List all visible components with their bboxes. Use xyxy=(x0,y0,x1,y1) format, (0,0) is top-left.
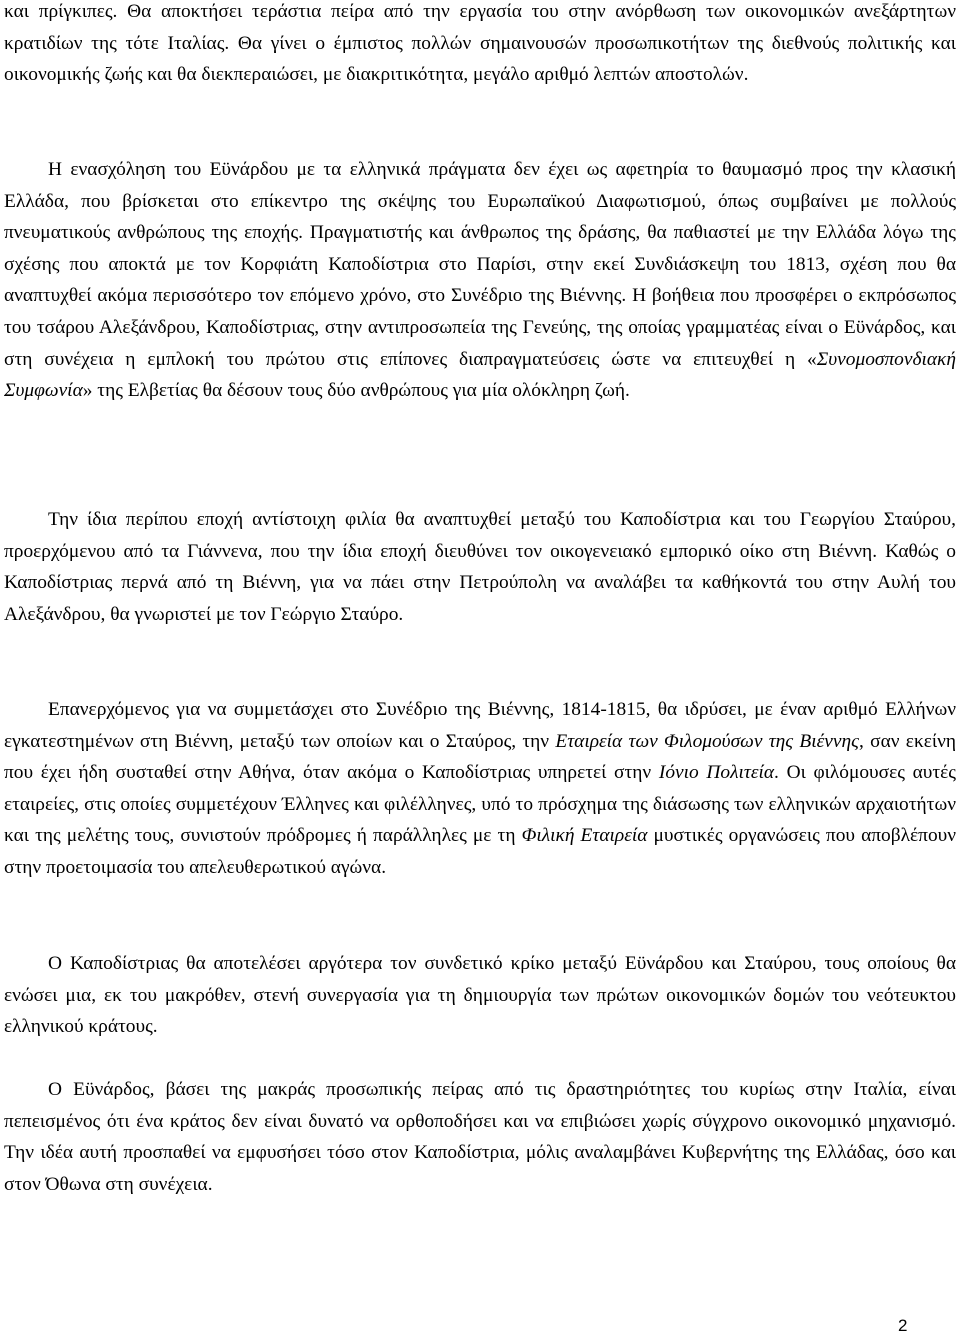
paragraph-4-italic-society: Εταιρεία των Φιλομούσων της Βιέννης xyxy=(555,730,860,752)
paragraph-4-italic-filiki-etaireia: Φιλική Εταιρεία xyxy=(521,825,648,847)
page-number: 2 xyxy=(898,1316,908,1335)
paragraph-4-text-a: Επανερχόμενος για να συμμετάσχει στο Συνέδριο της Βιέννης, 1814-1815, θα ιδρύσει, με έναν αριθμό Ελλήνων εγκατεστημένων στη Βιέννη, μεταξύ των οποίων και ο Σταύρος, την xyxy=(4,699,956,752)
paragraph-2-text-a: Η ενασχόληση του Εϋνάρδου με τα ελληνικά πράγματα δεν έχει ως αφετηρία το θαυμασμό προς την κλασική Ελλάδα, που βρίσκεται στο επίκεντρο της σκέψης του Ευρωπαϊκού Διαφωτισμού, όπως συμβαίνει με πολλούς πνευματικούς ανθρώπους της εποχής. Πραγματιστής και άνθρωπος της δράσης, θα παθιαστεί με την Ελλάδα λόγω της σχέσης που αποκτά με τον Κορφιάτη Καποδίστρια στο Παρίσι, στην εκεί Συνδιάσκεψη του 1813, σχέση που θα αναπτυχθεί ακόμα περισσότερο τον επόμενο χρόνο, στο Συνέδριο της Βιέννης. Η βοήθεια που προσφέρει ο εκπρόσωπος του τσάρου Αλεξάνδρου, Καποδίστριας, στην αντιπροσωπεία της Γενεύης, της οποίας γραμματέας είναι ο Εϋνάρδος, και στη συνέχεια η εμπλοκή του πρώτου στις επίπονες διαπραγματεύσεις ώστε να επιτευχθεί η « xyxy=(4,159,956,370)
paragraph-1-text: και πρίγκιπες. Θα αποκτήσει τεράστια πείρα από την εργασία του στην ανόρθωση των οικονομικών ανεξάρτητων κρατιδίων της τότε Ιταλίας. Θα γίνει ο έμπιστος πολλών σημαινουσών προσωπικοτήτων της διεθνούς πολιτικής και οικονομικής ζωής και θα διεκπεραιώσει, με διακριτικότητα, μεγάλο αριθμό λεπτών αποστολών. xyxy=(4,1,956,86)
paragraph-4-italic-ionian-state: Ιόνιο Πολιτεία xyxy=(658,762,775,784)
paragraph-2-text-b: » της Ελβετίας θα δέσουν τους δύο ανθρώπους για μία ολόκληρη ζωή. xyxy=(82,380,630,402)
paragraph-5 xyxy=(4,948,956,1043)
paragraph-1 xyxy=(4,0,956,91)
paragraph-2 xyxy=(4,154,956,407)
paragraph-5-text: Ο Καποδίστριας θα αποτελέσει αργότερα τον συνδετικό κρίκο μεταξύ Εϋνάρδου και Σταύρου, τους οποίους θα ενώσει μια, εκ του μακρόθεν, στενή συνεργασία για τη δημιουργία των πρώτων οικονομικών δομών του νεότευκτου ελληνικού κράτους. xyxy=(4,953,956,1038)
paragraph-4-text-b: , σαν εκείνη που έχει ήδη συσταθεί στην Αθήνα, όταν ακόμα ο Καποδίστριας υπηρετεί στην xyxy=(4,730,956,784)
paragraph-6 xyxy=(4,1074,956,1200)
paragraph-3-text: Την ίδια περίπου εποχή αντίστοιχη φιλία θα αναπτυχθεί μεταξύ του Καποδίστρια και του Γεωργίου Σταύρου, προερχόμενου από τα Γιάννενα, που την ίδια εποχή διευθύνει τον οικογενειακό εμπορικό οίκο στη Βιέννη. Καθώς ο Καποδίστριας περνά από τη Βιέννη, για να πάει στην Πετρούπολη να αναλάβει τα καθήκοντά του στην Αυλή του Αλεξάνδρου, θα γνωριστεί με τον Γεώργιο Σταύρο. xyxy=(4,509,956,625)
paragraph-6-text: Ο Εϋνάρδος, βάσει της μακράς προσωπικής πείρας από τις δραστηριότητες του κυρίως στην Ιταλία, είναι πεπεισμένος ότι ένα κράτος δεν είναι δυνατό να ορθοποδήσει και να επιβιώσει χωρίς σύγχρονο οικονομικό μηχανισμό. Την ιδέα αυτή προσπαθεί να εμφυσήσει τόσο στον Καποδίστρια, μόλις αναλαμβάνει Κυβερνήτης της Ελλάδας, όσο και στον Όθωνα στη συνέχεια. xyxy=(4,1079,956,1195)
paragraph-2-italic-confederation: Συνομοσπονδιακή Συμφωνία xyxy=(4,348,956,402)
paragraph-4 xyxy=(4,694,956,884)
paragraph-4-text-c: . Οι φιλόμουσες αυτές εταιρείες, στις οποίες συμμετέχουν Έλληνες και φιλέλληνες, υπό το πρόσχημα της διάσωσης των ελληνικών αρχαιοτήτων και της μελέτης τους, συνιστούν πρόδρομες ή παράλληλες με τη xyxy=(4,762,956,847)
paragraph-4-text-d: μυστικές οργανώσεις που αποβλέπουν στην προετοιμασία του απελευθερωτικού αγώνα. xyxy=(4,825,957,878)
paragraph-3 xyxy=(4,504,956,630)
